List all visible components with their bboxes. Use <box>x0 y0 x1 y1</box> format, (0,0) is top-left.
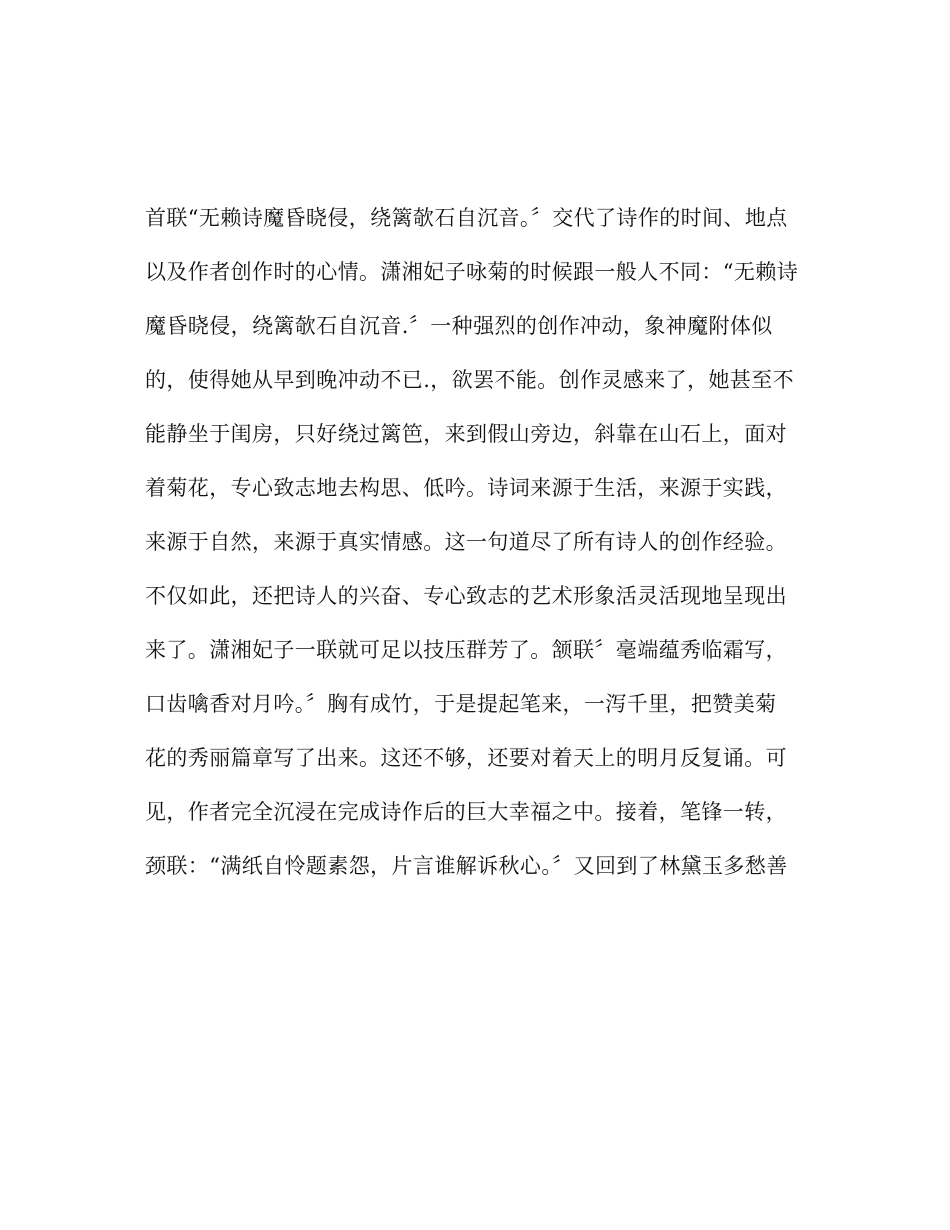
text-line: 花的秀丽篇章写了出来。这还不够，还要对着天上的明月反复诵。可 <box>145 746 787 770</box>
text-line: 来源于自然，来源于真实情感。这一句道尽了所有诗人的创作经验。 <box>145 530 787 554</box>
text-line: 以及作者创作时的心情。潇湘妃子咏菊的时候跟一般人不同：“无赖诗 <box>145 260 799 284</box>
text-line: 首联“无赖诗魔昏晓侵，绕篱欹石自沉音。〞交代了诗作的时间、地点 <box>145 206 788 230</box>
text-line: 的，使得她从早到晚冲动不已.，欲罢不能。创作灵感来了，她甚至不 <box>145 368 795 392</box>
text-line: 见，作者完全沉浸在完成诗作后的巨大幸福之中。接着，笔锋一转， <box>145 800 787 824</box>
text-line: 颈联：“满纸自怜题素怨，片言谁解诉秋心。〞又回到了林黛玉多愁善 <box>145 854 788 878</box>
text-line: 魔昏晓侵，绕篱欹石自沉音.〞一种强烈的创作冲动，象神魔附体似 <box>145 314 773 338</box>
text-line: 口齿噙香对月吟。〞胸有成竹，于是提起笔来，一泻千里，把赞美菊 <box>145 692 777 716</box>
text-line: 能静坐于闺房，只好绕过篱笆，来到假山旁边，斜靠在山石上，面对 <box>145 422 787 446</box>
text-line: 着菊花，专心致志地去构思、低吟。诗词来源于生活，来源于实践， <box>145 476 787 500</box>
text-line: 不仅如此，还把诗人的兴奋、专心致志的艺术形象活灵活现地呈现出 <box>145 584 787 608</box>
body-text <box>145 196 810 898</box>
text-line: 来了。潇湘妃子一联就可足以技压群芳了。颔联〞毫端蕴秀临霜写， <box>145 638 787 662</box>
